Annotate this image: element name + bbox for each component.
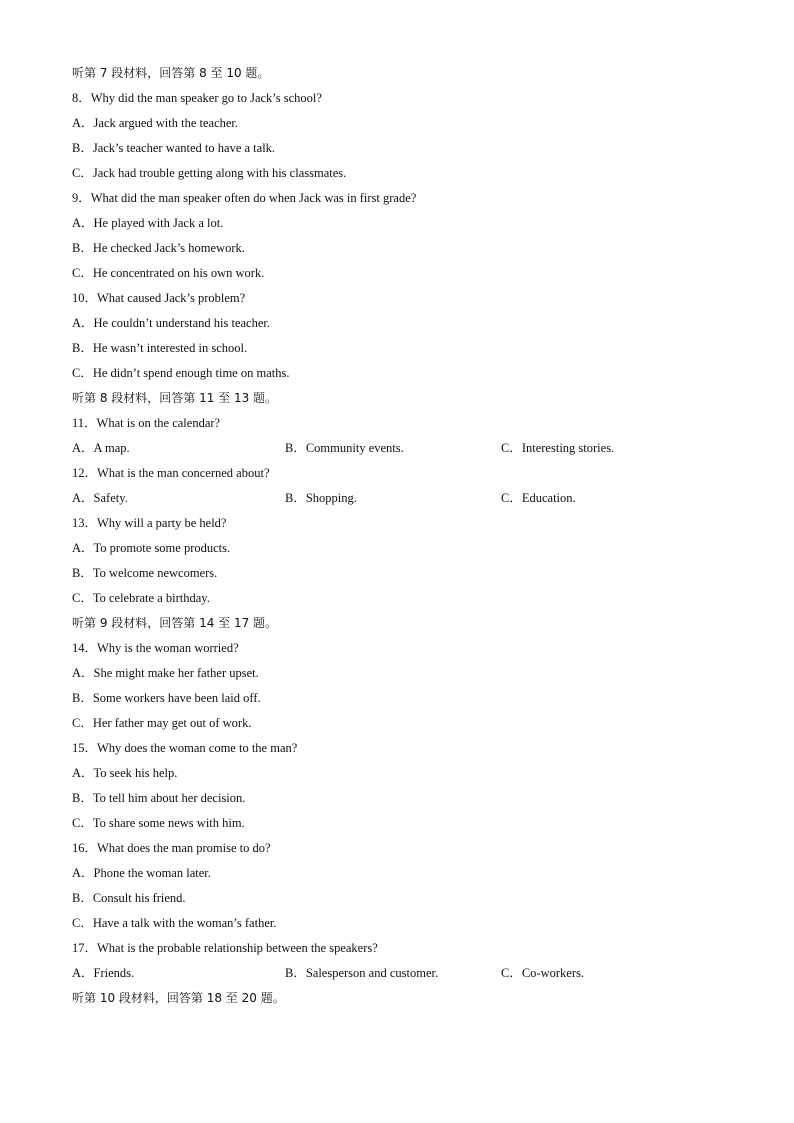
text-line: A．Phone the woman later. (72, 866, 211, 880)
text-line: A．She might make her father upset. (72, 666, 259, 680)
question-list (72, 61, 732, 1011)
answer-options-row (72, 436, 732, 461)
text-line: 15．Why does the woman come to the man? (72, 741, 298, 755)
answer-options-row (72, 961, 732, 986)
text-line: C．Jack had trouble getting along with his classmates. (72, 166, 347, 180)
text-line: B．Consult his friend. (72, 891, 186, 905)
answer-option: B．Community events. (285, 441, 404, 455)
answer-option: A．Safety. (72, 491, 128, 505)
answer-option: A．Friends. (72, 966, 135, 980)
answer-option: C．Education. (501, 491, 576, 505)
text-line: 17．What is the probable relationship between the speakers? (72, 941, 378, 955)
answer-option: A．A map. (72, 441, 130, 455)
text-line: B．Jack’s teacher wanted to have a talk. (72, 141, 276, 155)
text-line: B．He wasn’t interested in school. (72, 341, 248, 355)
text-line: C．He didn’t spend enough time on maths. (72, 366, 290, 380)
text-line: C．Her father may get out of work. (72, 716, 252, 730)
text-line: A．He couldn’t understand his teacher. (72, 316, 270, 330)
answer-option: C．Co-workers. (501, 966, 584, 980)
text-line: C．To share some news with him. (72, 816, 245, 830)
text-line: B．He checked Jack’s homework. (72, 241, 245, 255)
answer-options-row (72, 486, 732, 511)
text-line: 8．Why did the man speaker go to Jack’s school? (72, 91, 322, 105)
text-line: B．To tell him about her decision. (72, 791, 246, 805)
section-heading: 听第 10 段材料，回答第 18 至 20 题。 (72, 991, 285, 1005)
text-line: A．He played with Jack a lot. (72, 216, 224, 230)
text-line: 9．What did the man speaker often do when Jack was in first grade? (72, 191, 417, 205)
text-line: 12．What is the man concerned about? (72, 466, 270, 480)
text-line: A．To promote some products. (72, 541, 231, 555)
answer-option: C．Interesting stories. (501, 441, 615, 455)
text-line: A．Jack argued with the teacher. (72, 116, 239, 130)
text-line: C．Have a talk with the woman’s father. (72, 916, 277, 930)
text-line: 10．What caused Jack’s problem? (72, 291, 246, 305)
text-line: 11．What is on the calendar? (72, 416, 221, 430)
answer-option: B．Shopping. (285, 491, 357, 505)
text-line: A．To seek his help. (72, 766, 178, 780)
text-line: 16．What does the man promise to do? (72, 841, 271, 855)
section-heading: 听第 7 段材料，回答第 8 至 10 题。 (72, 66, 270, 80)
text-line: C．To celebrate a birthday. (72, 591, 210, 605)
section-heading: 听第 9 段材料，回答第 14 至 17 题。 (72, 616, 278, 630)
section-heading: 听第 8 段材料，回答第 11 至 13 题。 (72, 391, 278, 405)
text-line: 13．Why will a party be held? (72, 516, 227, 530)
text-line: 14．Why is the woman worried? (72, 641, 239, 655)
text-line: B．To welcome newcomers. (72, 566, 218, 580)
text-line: C．He concentrated on his own work. (72, 266, 265, 280)
text-line: B．Some workers have been laid off. (72, 691, 261, 705)
answer-option: B．Salesperson and customer. (285, 966, 439, 980)
